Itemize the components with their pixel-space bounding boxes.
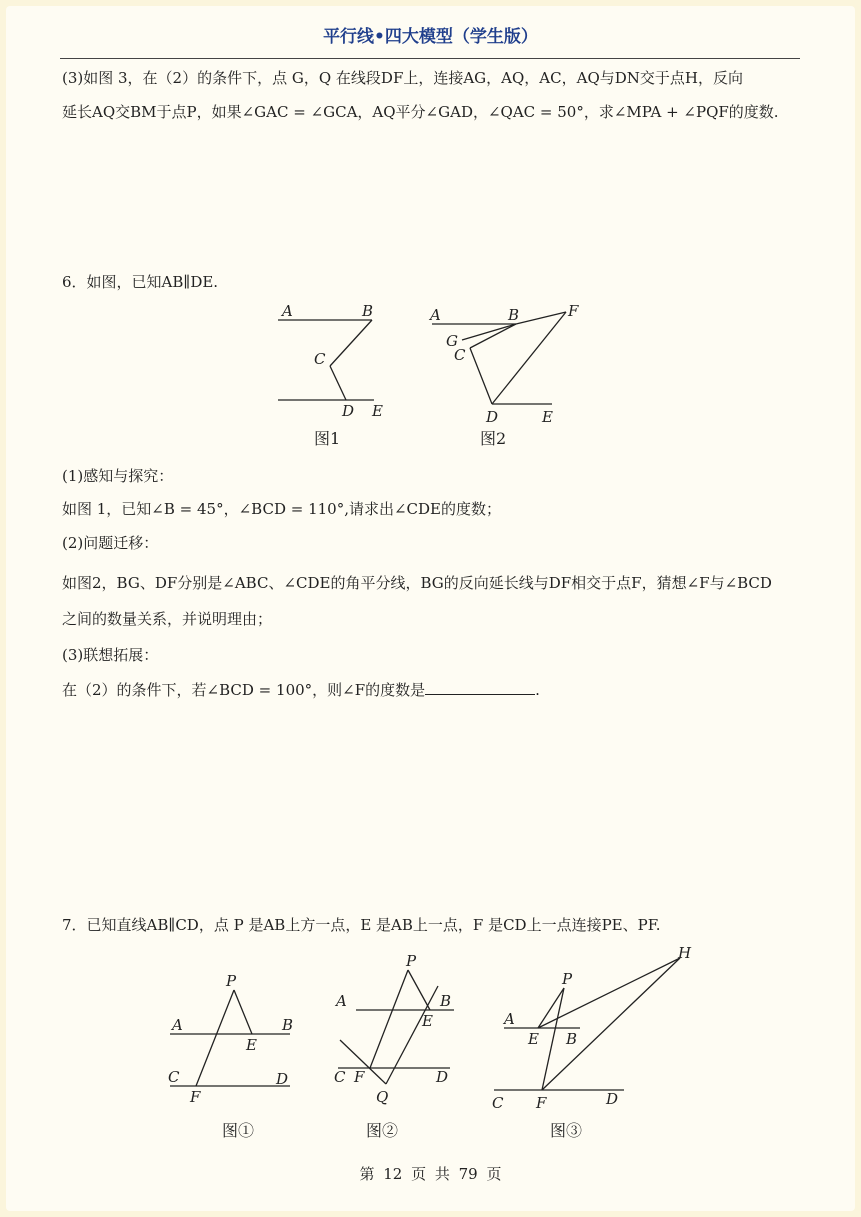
q7-fig1-label-d: D xyxy=(276,1070,289,1088)
q7-fig1-caption: 图① xyxy=(222,1121,255,1140)
q7-fig1-label-b: B xyxy=(282,1016,294,1034)
q6-answer-blank[interactable] xyxy=(425,680,535,695)
q7-fig3-label-d: D xyxy=(606,1090,619,1108)
q7-fig3-label-a: A xyxy=(504,1010,515,1028)
q7-fig1-label-p: P xyxy=(226,972,237,990)
q6-fig1-label-c: C xyxy=(314,350,326,368)
q6-fig2-label-c: C xyxy=(454,346,466,364)
q6-part1-text: 如图 1，已知∠B = 45°，∠BCD = 110°,请求出∠CDE的度数； xyxy=(62,500,501,518)
q6-stem: 6．如图，已知AB∥DE. xyxy=(62,273,219,291)
q7-fig2-label-q: Q xyxy=(376,1088,389,1106)
q7-fig3-caption: 图③ xyxy=(550,1121,583,1140)
q7-fig3-label-p: P xyxy=(562,970,573,988)
q7-figure-1 xyxy=(160,968,310,1148)
q6-fig2-caption: 图2 xyxy=(480,429,507,448)
q7-figure-3 xyxy=(484,940,704,1148)
q6-fig2-label-e: E xyxy=(542,408,553,426)
q7-fig1-label-a: A xyxy=(172,1016,183,1034)
q7-fig3-label-c: C xyxy=(492,1094,504,1112)
q7-fig1-label-e: E xyxy=(246,1036,257,1054)
q6-figure-1 xyxy=(270,300,400,450)
q6-part3-title: (3)联想拓展： xyxy=(62,646,159,664)
q6-fig1-label-e: E xyxy=(372,402,383,420)
q6-fig1-label-b: B xyxy=(362,302,374,320)
q6-part2-text1: 如图2，BG、DF分别是∠ABC、∠CDE的角平分线，BG的反向延长线与DF相交于点F，猜想∠F与∠BCD xyxy=(62,574,772,592)
q7-fig3-label-f: F xyxy=(536,1094,547,1112)
q7-fig2-label-p: P xyxy=(406,952,417,970)
q6-part3-text: 在（2）的条件下，若∠BCD = 100°，则∠F的度数是 xyxy=(62,681,426,699)
q7-fig3-label-h: H xyxy=(678,944,692,962)
q7-fig2-label-b: B xyxy=(440,992,452,1010)
q6-fig2-label-f: F xyxy=(568,302,579,320)
q7-fig1-label-c: C xyxy=(168,1068,180,1086)
q7-fig3-label-b: B xyxy=(566,1030,578,1048)
q6-fig2-label-d: D xyxy=(486,408,499,426)
q6-fig2-label-b: B xyxy=(508,306,520,324)
q5-part3-line2: 延长AQ交BM于点P，如果∠GAC = ∠GCA，AQ平分∠GAD，∠QAC = 50°，求∠MPA + ∠PQF的度数. xyxy=(62,103,779,121)
q6-fig1-caption: 图1 xyxy=(314,429,341,448)
q6-part3-question xyxy=(62,680,540,700)
q6-fig2-label-g: G xyxy=(446,332,458,350)
q7-figure-2 xyxy=(326,950,466,1148)
page-header-title: 平行线•四大模型（学生版） xyxy=(323,27,538,47)
q6-part2-text2: 之间的数量关系，并说明理由； xyxy=(62,610,273,628)
q6-fig1-label-a: A xyxy=(282,302,293,320)
q7-fig1-label-f: F xyxy=(190,1088,201,1106)
q6-fig2-label-a: A xyxy=(430,306,441,324)
q7-fig2-label-c: C xyxy=(334,1068,346,1086)
q7-fig2-label-a: A xyxy=(336,992,347,1010)
q6-fig1-label-d: D xyxy=(342,402,355,420)
q7-fig3-label-e: E xyxy=(528,1030,539,1048)
q6-part3-end: . xyxy=(535,681,540,699)
header-divider xyxy=(60,58,800,59)
q7-stem: 7．已知直线AB∥CD，点 P 是AB上方一点，E 是AB上一点，F 是CD上一点连接PE、PF. xyxy=(62,916,661,934)
q6-figure-2 xyxy=(424,298,594,450)
q7-fig2-label-d: D xyxy=(436,1068,449,1086)
q6-part2-title: (2)问题迁移： xyxy=(62,534,159,552)
q7-fig2-label-f: F xyxy=(354,1068,365,1086)
q5-part3-line1: (3)如图 3，在（2）的条件下，点 G，Q 在线段DF上，连接AG，AQ，AC，AQ与DN交于点H，反向 xyxy=(62,69,743,87)
q6-part1-title: (1)感知与探究： xyxy=(62,467,174,485)
page-footer: 第 12 页 共 79 页 xyxy=(359,1165,502,1183)
q7-fig2-label-e: E xyxy=(422,1012,433,1030)
q7-fig2-caption: 图② xyxy=(366,1121,399,1140)
